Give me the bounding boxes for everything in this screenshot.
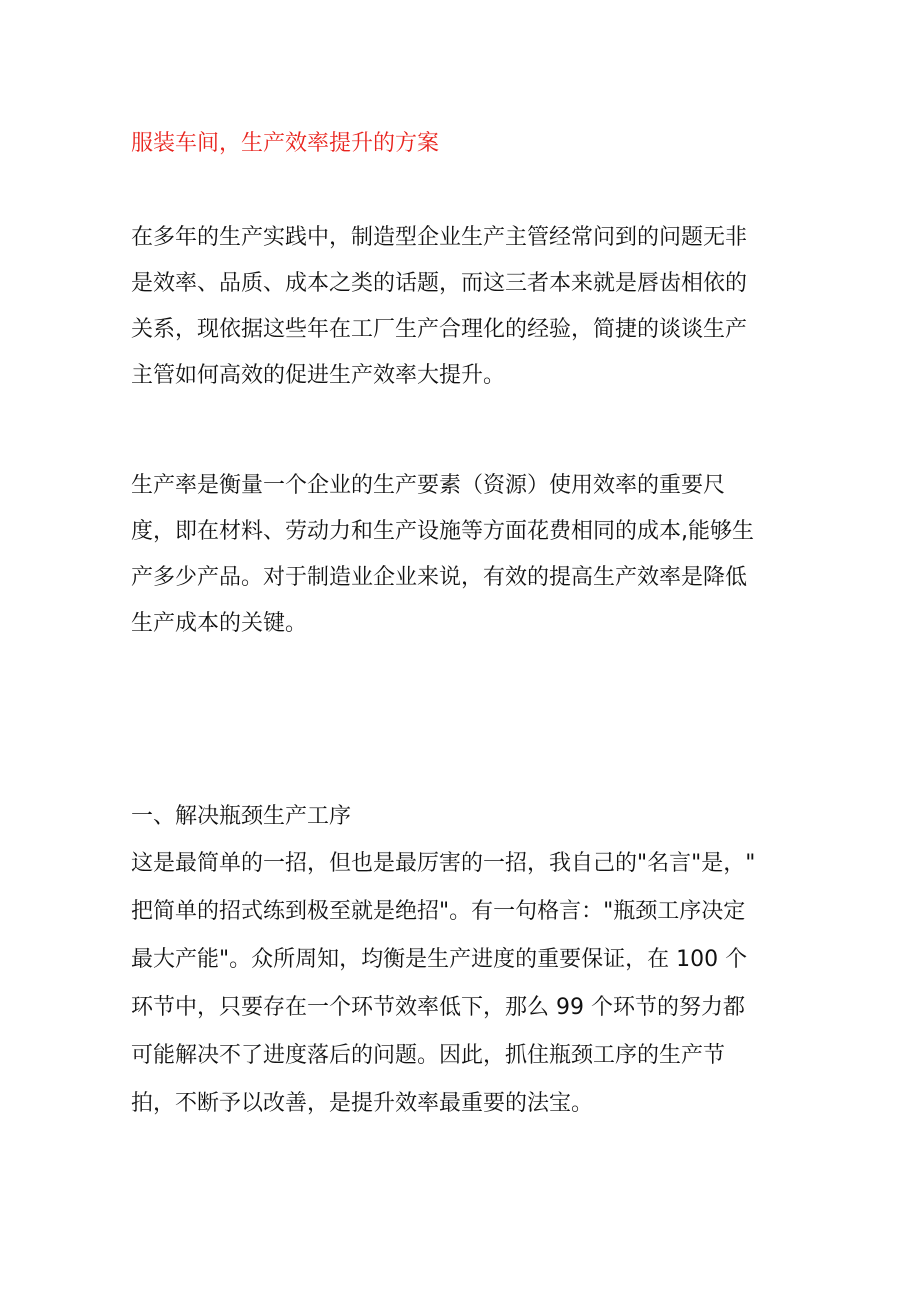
paragraph-line: 这是最简单的一招，但也是最厉害的一招，我自己的"名言"是，" [131, 851, 756, 876]
paragraph-line: 可能解决不了进度落后的问题。因此，抓住瓶颈工序的生产节 [131, 1043, 726, 1068]
intro-paragraph [131, 215, 791, 399]
paragraph-line: 产多少产品。对于制造业企业来说，有效的提高生产效率是降低 [131, 565, 748, 590]
paragraph-line: 生产成本的关键。 [131, 611, 308, 636]
paragraph-line: 把简单的招式练到极至就是绝招"。有一句格言："瓶颈工序决定 [131, 899, 746, 924]
paragraph-line: 关系，现依据这些年在工厂生产合理化的经验，简捷的谈谈生产 [131, 317, 748, 342]
paragraph-line: 生产率是衡量一个企业的生产要素（资源）使用效率的重要尺 [131, 473, 726, 498]
section-heading: 一、解决瓶颈生产工序 [131, 804, 352, 829]
paragraph-line: 环节中，只要存在一个环节效率低下，那么 99 个环节的努力都 [131, 995, 745, 1020]
document-title: 服装车间，生产效率提升的方案 [131, 131, 440, 156]
paragraph-line: 是效率、品质、成本之类的话题，而这三者本来就是唇齿相依的 [131, 271, 748, 296]
section-paragraph [131, 840, 791, 1128]
paragraph-line: 拍，不断予以改善，是提升效率最重要的法宝。 [131, 1091, 594, 1116]
paragraph-line: 最大产能"。众所周知，均衡是生产进度的重要保证，在 100 个 [131, 947, 748, 972]
productivity-paragraph [131, 463, 791, 647]
paragraph-line: 在多年的生产实践中，制造型企业生产主管经常问到的问题无非 [131, 225, 748, 250]
paragraph-line: 度，即在材料、劳动力和生产设施等方面花费相同的成本,能够生 [131, 519, 754, 544]
paragraph-line: 主管如何高效的促进生产效率大提升。 [131, 363, 506, 388]
